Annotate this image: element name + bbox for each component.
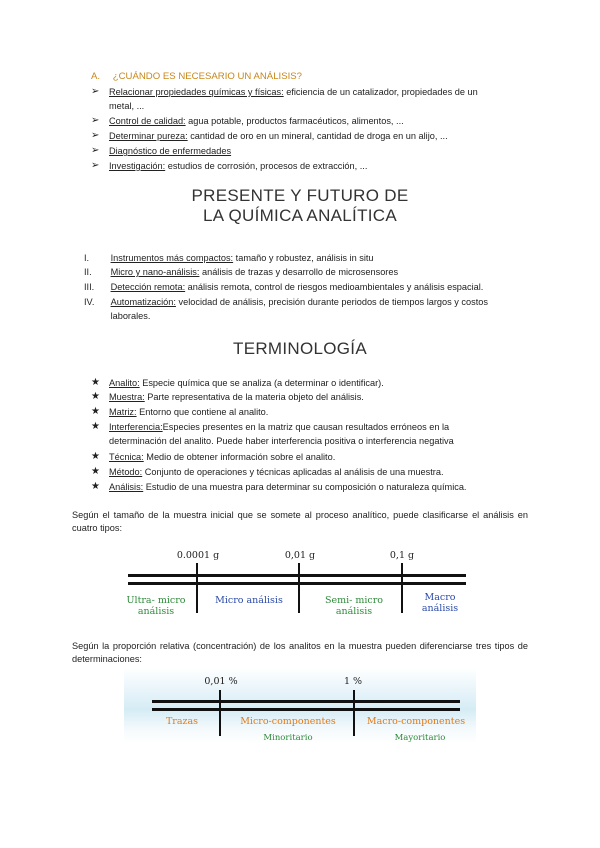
scale-tick-label: 0.0001 g [176, 550, 220, 561]
zone-ultra-micro [118, 595, 194, 617]
arrow-bullet-icon: ➢ [91, 86, 100, 97]
list-item [91, 85, 521, 113]
item-label: Automatización: [110, 297, 176, 307]
item-label: Instrumentos más compactos: [110, 253, 234, 263]
star-bullet-icon: ★ [91, 421, 100, 432]
arrow-bullet-icon: ➢ [91, 115, 100, 126]
list-item [91, 405, 529, 419]
scale-line-bottom [152, 708, 460, 711]
section-title: ¿CUÁNDO ES NECESARIO UN ANÁLISIS? [112, 71, 303, 82]
sub-minoritario: Minoritario [263, 733, 313, 743]
scale-tick-label: 0,01 g [284, 550, 316, 561]
zone-label-2: análisis [421, 603, 459, 614]
term-label: Interferencia: [109, 422, 163, 432]
list-item [84, 280, 524, 294]
scale-tick [401, 563, 403, 613]
item-text: eficiencia de un catalizador, propiedades de un [283, 87, 478, 97]
list-item [91, 480, 529, 494]
list-item [84, 251, 524, 265]
zone-micro-componentes: Micro-componentes [240, 716, 336, 727]
page-title-present-future [0, 186, 600, 226]
item-text-cont: metal, ... [109, 101, 145, 111]
sub-mayoritario: Mayoritario [394, 733, 446, 743]
star-bullet-icon: ★ [91, 481, 100, 492]
scale-tick [219, 690, 221, 736]
term-text: Especie química que se analiza (a determinar o identificar). [139, 378, 384, 388]
scale-line-bottom [128, 582, 466, 585]
item-label: Relacionar propiedades químicas y físicas: [109, 87, 284, 97]
item-text: tamaño y robustez, análisis in situ [233, 253, 374, 263]
item-number: II. [84, 267, 92, 277]
list-item [84, 295, 529, 323]
arrow-bullet-icon: ➢ [91, 130, 100, 141]
term-text: Especies presentes en la matriz que causan resultados erróneos en la [162, 422, 450, 432]
scale-tick-label: 1 % [343, 676, 363, 687]
item-text: estudios de corrosión, procesos de extracción, ... [165, 161, 368, 171]
list-item [91, 159, 367, 173]
item-number: III. [84, 282, 95, 292]
item-label: Investigación: [109, 161, 166, 171]
scale-tick [353, 690, 355, 736]
title-line-2: LA QUÍMICA ANALÍTICA [202, 206, 397, 225]
term-text: Medio de obtener información sobre el analito. [143, 452, 336, 462]
zone-label-2: análisis [137, 606, 175, 617]
zone-macro-componentes: Macro-componentes [366, 716, 466, 727]
star-bullet-icon: ★ [91, 451, 100, 462]
list-item [91, 376, 529, 390]
star-bullet-icon: ★ [91, 391, 100, 402]
term-text: Estudio de una muestra para determinar su composición o naturaleza química. [143, 482, 467, 492]
section-a-heading [91, 71, 302, 82]
term-text: Entorno que contiene al analito. [136, 407, 269, 417]
list-item [91, 144, 231, 158]
zone-label: Ultra- micro [126, 595, 186, 606]
term-label: Técnica: [109, 452, 144, 462]
item-label: Micro y nano-análisis: [110, 267, 200, 277]
term-label: Análisis: [109, 482, 144, 492]
arrow-bullet-icon: ➢ [91, 145, 100, 156]
paragraph-concentration: Según la proporción relativa (concentración) de los analitos en la muestra pueden diferenciarse tres tipos de determinaciones: [72, 641, 528, 664]
item-label: Diagnóstico de enfermedades [109, 146, 232, 156]
section-marker: A. [91, 71, 101, 82]
star-bullet-icon: ★ [91, 466, 100, 477]
page-title-terminology: TERMINOLOGÍA [233, 339, 367, 358]
term-text-cont: determinación del analito. Puede haber interferencia positiva o interferencia negativa [109, 436, 454, 446]
scale-tick-label: 0,1 g [389, 550, 415, 561]
arrow-bullet-icon: ➢ [91, 160, 100, 171]
term-text: Conjunto de operaciones y técnicas aplicadas al análisis de una muestra. [142, 467, 444, 477]
scale-line-top [152, 700, 460, 703]
zone-micro [204, 595, 294, 606]
list-item [84, 265, 524, 279]
title-line-1: PRESENTE Y FUTURO DE [191, 186, 409, 205]
star-bullet-icon: ★ [91, 377, 100, 388]
term-text: Parte representativa de la materia objeto del análisis. [144, 392, 364, 402]
zone-label: Semi- micro [324, 595, 384, 606]
item-text: análisis de trazas y desarrollo de microsensores [199, 267, 399, 277]
paragraph-sample-size: Según el tamaño de la muestra inicial que se somete al proceso analítico, puede clasificarse el análisis en cuatro tipos: [72, 510, 528, 533]
item-text: cantidad de oro en un mineral, cantidad de droga en un alijo, ... [187, 131, 448, 141]
item-number: IV. [84, 297, 95, 307]
list-item [91, 114, 404, 128]
scale-tick-label: 0,01 % [204, 676, 238, 687]
term-label: Matriz: [109, 407, 137, 417]
item-number: I. [84, 253, 90, 263]
item-text: análisis remota, control de riesgos medioambientales y análisis espacial. [185, 282, 484, 292]
scale-line-top [128, 574, 466, 577]
list-item [91, 129, 448, 143]
item-label: Determinar pureza: [109, 131, 188, 141]
item-text-cont: laborales. [110, 311, 151, 321]
zone-macro [410, 592, 470, 614]
item-text: agua potable, productos farmacéuticos, alimentos, ... [185, 116, 404, 126]
term-label: Método: [109, 467, 143, 477]
zone-label: Micro análisis [215, 595, 283, 606]
zone-label-2: análisis [335, 606, 373, 617]
scale-tick [196, 563, 198, 613]
list-item [91, 450, 529, 464]
list-item [91, 420, 529, 448]
zone-semi-micro [312, 595, 396, 617]
term-label: Muestra: [109, 392, 145, 402]
star-bullet-icon: ★ [91, 406, 100, 417]
zone-trazas: Trazas [165, 716, 199, 727]
zone-label: Macro [424, 592, 456, 603]
scale-tick [298, 563, 300, 613]
term-label: Analito: [109, 378, 140, 388]
item-text: velocidad de análisis, precisión durante periodos de tiempos largos y costos [175, 297, 488, 307]
list-item [91, 390, 529, 404]
list-item [91, 465, 529, 479]
item-label: Control de calidad: [109, 116, 186, 126]
item-label: Detección remota: [110, 282, 186, 292]
